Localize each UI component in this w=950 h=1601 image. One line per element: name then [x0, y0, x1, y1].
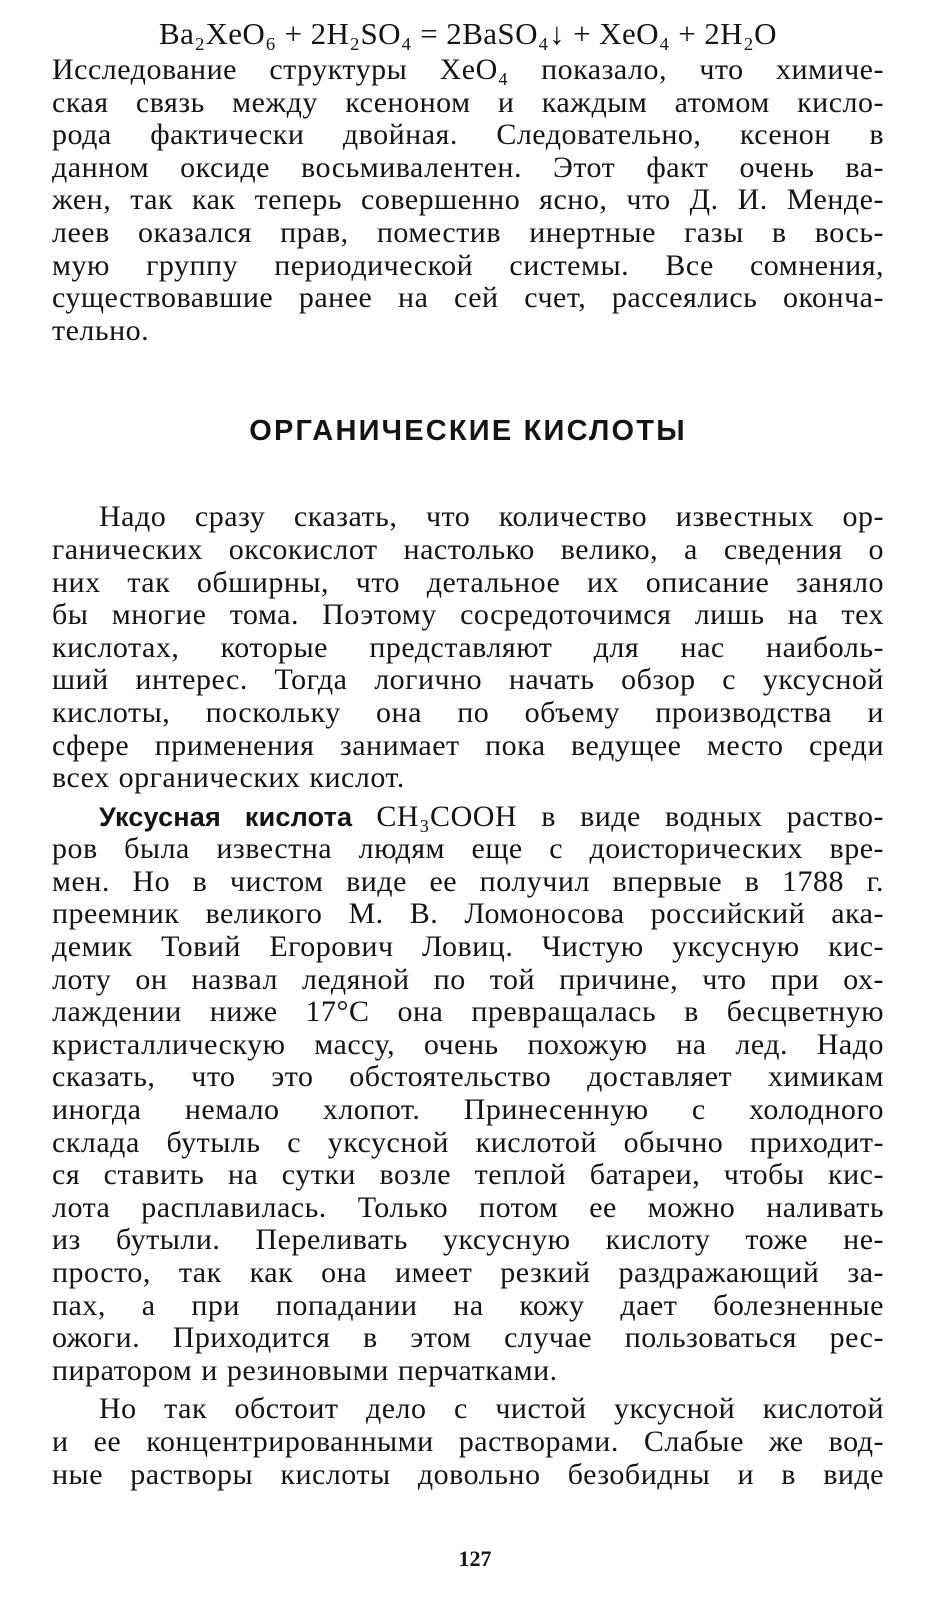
- text-line: кислотах, которые представляют для нас наиболь-: [52, 630, 884, 664]
- text-line: сфере применения занимает пока ведущее место среди: [52, 728, 884, 762]
- text-line: пах, а при попадании на кожу дает болезненные: [52, 1288, 884, 1322]
- chemical-equation: Ba₂XeO₆ + 2H₂SO₄ = 2BaSO₄↓ + XeO₄ + 2H₂O: [159, 16, 777, 51]
- text-line: ся ставить на сутки возле теплой батареи, чтобы кис-: [52, 1158, 884, 1192]
- text-line: существовавшие ранее на сей счет, рассеялись оконча-: [52, 281, 884, 315]
- page-number: 127: [458, 1546, 492, 1571]
- text-line: ные растворы кислоты довольно безобидны и в виде: [52, 1457, 884, 1491]
- text-fragment: CH₃COOH в виде водных раство-: [352, 799, 884, 833]
- text-line: данном оксиде восьмивалентен. Этот факт очень ва-: [52, 150, 884, 184]
- text-line: Исследование структуры XeO₄ показало, что химиче-: [52, 53, 884, 86]
- paragraph-acetic-acid: [52, 801, 884, 1388]
- text-line: склада бутыль с уксусной кислотой обычно приходит-: [52, 1125, 884, 1159]
- text-line: и ее концентрированными растворами. Слабые же вод-: [52, 1424, 884, 1458]
- text-line: иногда немало хлопот. Принесенную с холодного: [52, 1093, 884, 1127]
- paragraph-solutions: [52, 1393, 884, 1491]
- text-line: лаждении ниже 17°С она превращалась в бесцветную: [52, 995, 884, 1029]
- text-line: кислоты, поскольку она по объему производства и: [52, 695, 884, 729]
- text-line: бы многие тома. Поэтому сосредоточимся лишь на тех: [52, 598, 884, 632]
- text-line: ожоги. Приходится в этом случае пользоваться рес-: [52, 1321, 884, 1355]
- text-line: мую группу периодической системы. Все сомнения,: [52, 248, 884, 282]
- text-line: сказать, что это обстоятельство доставляет химикам: [52, 1060, 884, 1094]
- paragraph-organic-acids: [52, 501, 884, 794]
- text-line: из бутыли. Переливать уксусную кислоту тоже не-: [52, 1223, 884, 1257]
- text-line: [52, 801, 884, 834]
- bold-term: Уксусная кислота: [99, 801, 353, 832]
- text-line: преемник великого М. В. Ломоносова российский ака-: [52, 897, 884, 931]
- intro-paragraph: [52, 54, 884, 347]
- text-line: ров была известна людям еще с доисторических вре-: [52, 832, 884, 866]
- text-line: жен, так как теперь совершенно ясно, что Д. И. Менде-: [52, 183, 884, 217]
- text-line: ганических оксокислот настолько велико, а сведения о: [52, 532, 884, 566]
- text-line: просто, так как она имеет резкий раздражающий за-: [52, 1256, 884, 1289]
- text-line: пиратором и резиновыми перчатками.: [52, 1353, 558, 1387]
- text-line: ская связь между ксеноном и каждым атомом кисло-: [52, 85, 884, 119]
- book-page: [52, 14, 884, 1491]
- text-line: тельно.: [52, 313, 150, 347]
- text-line: леев оказался прав, поместив инертные газы в вось-: [52, 215, 884, 249]
- text-line: демик Товий Егорович Ловиц. Чистую уксусную кис-: [52, 930, 884, 964]
- text-line: кристаллическую массу, очень похожую на лед. Надо: [52, 1027, 884, 1061]
- text-line: ший интерес. Тогда логично начать обзор с уксусной: [52, 663, 884, 697]
- section-heading: ОРГАНИЧЕСКИЕ КИСЛОТЫ: [249, 415, 687, 448]
- text-line: Надо сразу сказать, что количество известных ор-: [99, 500, 884, 534]
- text-line: мен. Но в чистом виде ее получил впервые в 1788 г.: [52, 864, 884, 898]
- text-line: всех органических кислот.: [52, 761, 405, 795]
- text-line: Но так обстоит дело с чистой уксусной кислотой: [99, 1392, 884, 1426]
- text-line: лоту он назвал ледяной по той причине, что при ох-: [52, 962, 884, 996]
- text-line: лота расплавилась. Только потом ее можно наливать: [52, 1190, 884, 1224]
- text-line: них так обширны, что детальное их описание заняло: [52, 565, 884, 599]
- text-line: рода фактически двойная. Следовательно, ксенон в: [52, 118, 884, 152]
